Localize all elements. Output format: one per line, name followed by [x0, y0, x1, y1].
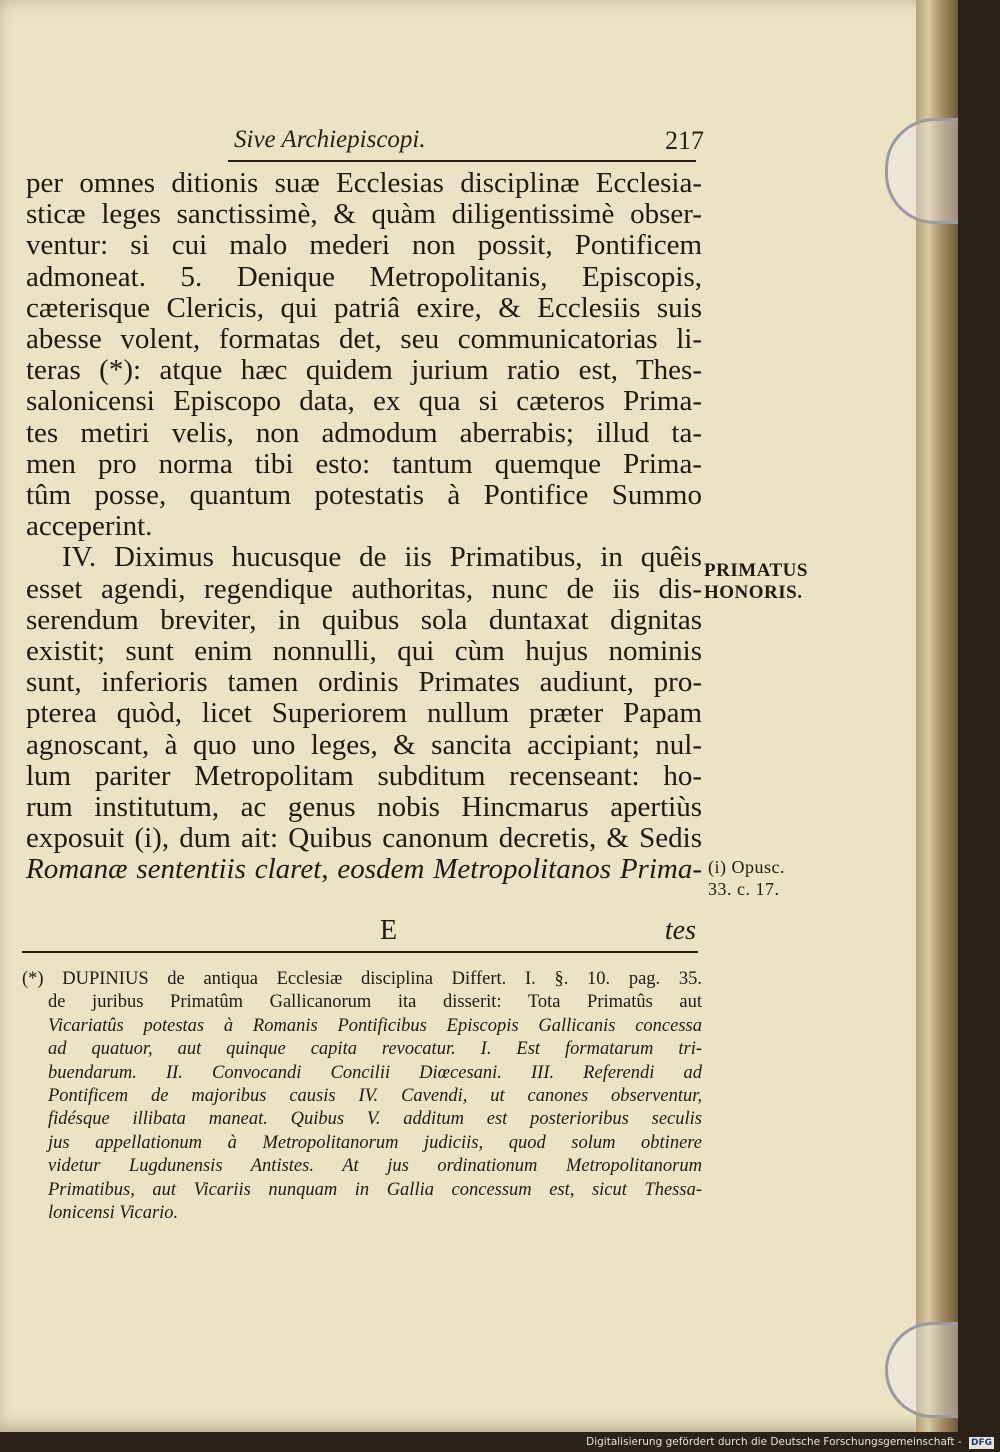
footnote-line: buendarum. II. Convocandi Concilii Diœcesani. III. Referendi ad — [48, 1062, 702, 1083]
credit-text: Digitalisierung gefördert durch die Deutsche Forschungsgemeinschaft - — [586, 1436, 962, 1448]
text-line: teras (*): atque hæc quidem jurium ratio est, Thes- — [26, 354, 702, 387]
text-line: sunt, inferioris tamen ordinis Primates audiunt, pro- — [26, 666, 702, 699]
text-line: men pro norma tibi esto: tantum quemque Prima- — [26, 447, 702, 480]
footnote-line: videtur Lugdunensis Antistes. At jus ordinationum Metropolitanorum — [48, 1156, 702, 1177]
digitization-credit — [586, 1433, 994, 1452]
main-text — [26, 168, 702, 886]
footnote-line: ad quatuor, aut quinque capita revocatur. I. Est formatarum tri- — [48, 1039, 702, 1060]
footnote-line: de juribus Primatûm Gallicanorum ita disserit: Tota Primatûs aut — [48, 992, 702, 1013]
page-clip-top — [885, 118, 958, 224]
text-line-italic: Romanæ sententiis claret, eosdem Metropolitanos Prima- — [26, 853, 702, 886]
text-line: salonicensi Episcopo data, ex qua si cæteros Prima- — [26, 385, 702, 418]
text-line: per omnes ditionis suæ Ecclesias disciplinæ Ecclesia- — [26, 167, 702, 199]
header-rule — [228, 160, 696, 162]
catchword: tes — [664, 915, 696, 946]
text-line: lum pariter Metropolitam subditum recenseant: ho- — [26, 759, 702, 792]
margin-note-line: PRIMATUS — [704, 560, 808, 581]
margin-note-line: HONORIS. — [704, 582, 803, 603]
footnote-line: Primatibus, aut Vicariis nunquam in Gallia concessum est, sicut Thessa- — [48, 1179, 702, 1200]
footnote-line: Vicariatûs potestas à Romanis Pontificibus Episcopis Gallicanis concessa — [48, 1015, 702, 1036]
footnote-rule — [22, 951, 698, 953]
signature-mark: E — [380, 915, 398, 946]
text-line: serendum breviter, in quibus sola duntaxat dignitas — [26, 603, 702, 636]
margin-note-primatus — [704, 560, 808, 604]
footnote-line: lonicensi Vicario. — [48, 1203, 179, 1224]
text-line: tûm posse, quantum potestatis à Pontifice Summo — [26, 479, 702, 512]
footnote-line: (*) DUPINIUS de antiqua Ecclesiæ disciplina Differt. I. §. 10. pag. 35. — [22, 969, 702, 989]
page-header — [234, 124, 704, 158]
margin-note-line: (i) Opusc. — [708, 857, 785, 877]
text-line: pterea quòd, licet Superiorem nullum præter Papam — [26, 697, 702, 730]
text-line: admoneat. 5. Denique Metropolitanis, Episcopis, — [26, 260, 702, 293]
text-line: existit; sunt enim nonnulli, qui cùm hujus nominis — [26, 635, 702, 668]
text-line: acceperint. — [26, 510, 153, 543]
text-line: tes metiri velis, non admodum aberrabis; illud ta- — [26, 416, 702, 449]
footnote-line: fidésque illibata maneat. Quibus V. additum est posterioribus seculis — [48, 1109, 702, 1130]
text-line: exposuit (i), dum ait: Quibus canonum decretis, & Sedis — [26, 822, 702, 855]
footnote — [22, 968, 702, 1225]
section-iv-start: IV. Diximus hucusque de iis Primatibus, in quêis — [62, 541, 702, 574]
text-line: agnoscant, à quo uno leges, & sancita accipiant; nul- — [26, 728, 702, 761]
page-number: 217 — [665, 126, 704, 155]
margin-note-line: 33. c. 17. — [708, 879, 780, 899]
text-line: cæterisque Clericis, qui patriâ exire, & Ecclesiis suis — [26, 291, 702, 324]
text-line: ventur: si cui malo mederi non possit, Pontificem — [26, 229, 702, 262]
text-line: rum institutum, ac genus nobis Hincmarus apertiùs — [26, 791, 702, 824]
signature-row — [26, 915, 702, 945]
text-line: abesse volent, formatas det, seu communicatorias li- — [26, 323, 702, 356]
running-head: Sive Archiepiscopi. — [234, 126, 426, 153]
footnote-line: Pontificem de majoribus causis IV. Cavendi, ut canones observentur, — [48, 1086, 702, 1107]
page-clip-bottom — [885, 1322, 958, 1418]
text-line: esset agendi, regendique authoritas, nunc de iis dis- — [26, 572, 702, 605]
margin-note-reference — [708, 856, 785, 900]
footnote-line: jus appellationum à Metropolitanorum judiciis, quod solum obtinere — [48, 1132, 702, 1153]
dfg-logo: DFG — [970, 1438, 992, 1448]
text-line: sticæ leges sanctissimè, & quàm diligentissimè obser- — [26, 198, 702, 231]
